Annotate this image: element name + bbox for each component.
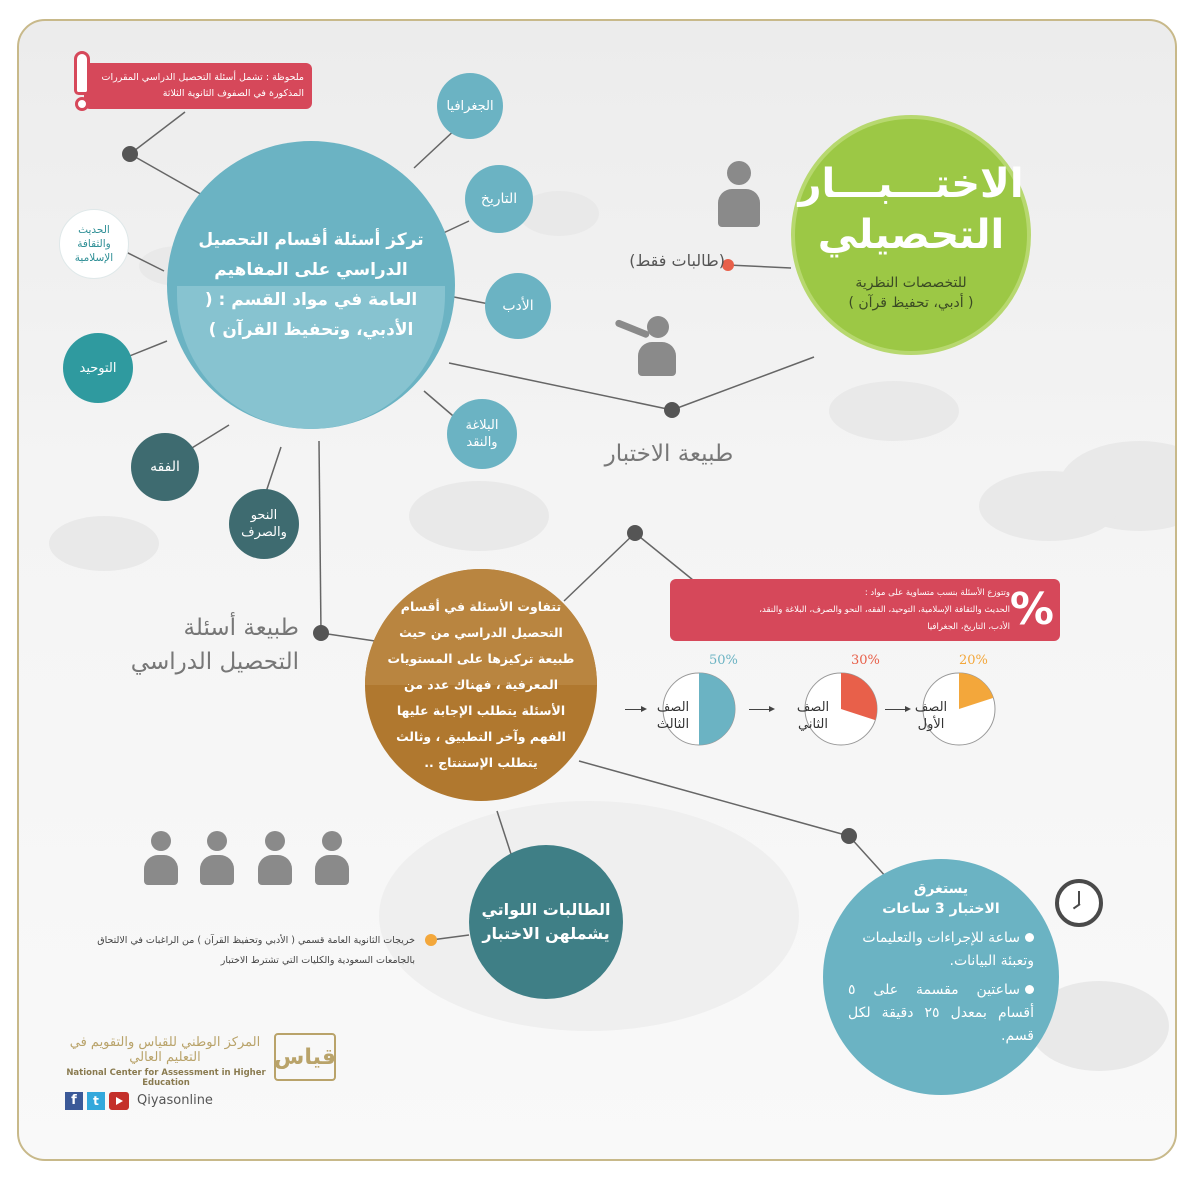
subject-fiqh: الفقه (131, 433, 199, 501)
org-name-en: National Center for Assessment in Higher Education (66, 1068, 266, 1088)
eligible-note (37, 931, 415, 971)
duration-title1: يستغرق (913, 881, 969, 897)
person-icon (199, 831, 235, 887)
pie-label-third: 50% (709, 653, 738, 668)
main-title-line2: التحصيلي (817, 212, 1005, 258)
female-only-label: (طالبات فقط) (629, 251, 725, 270)
youtube-icon[interactable] (109, 1092, 129, 1110)
note-text: ملحوظة : تشمل أسئلة التحصيل الدراسي المقررات المذكورة في الصفوف الثانوية الثلاثة (101, 72, 304, 99)
qiyas-logo[interactable]: قياس (274, 1033, 336, 1081)
levels-circle (365, 569, 597, 801)
person-icon (717, 161, 761, 231)
subject-geography: الجغرافيا (437, 73, 503, 139)
distribution-title: وتتوزع الأسئلة بنسب متساوية على مواد : (864, 588, 1010, 598)
twitter-icon[interactable]: t (87, 1092, 105, 1110)
distribution-banner (670, 579, 1060, 641)
pie-label-first: 20% (959, 653, 988, 668)
grade-first-label: الصف الأول (914, 700, 948, 732)
questions-nature-label (79, 611, 299, 679)
person-pointing-icon (611, 316, 679, 378)
subject-literature: الأدب (485, 273, 551, 339)
clock-icon (1055, 879, 1103, 927)
eligible-line2: يشملهن الاختبار (482, 924, 610, 943)
arrow-right-icon (625, 709, 645, 710)
duration-item1 (848, 927, 1034, 973)
duration-item2-text: ساعتين مقسمة على ٥ أقسام بمعدل ٢٥ دقيقة لكل قسم. (848, 982, 1034, 1044)
grade-second-label: الصف الثاني (796, 700, 830, 732)
pie-label-second: 30% (851, 653, 880, 668)
eligible-circle (469, 845, 623, 999)
levels-circle-text: تتفاوت الأسئلة في أقسام التحصيل الدراسي من حيث طبيعة تركيزها على المستويات المعرفية ، فهناك عدد من الأسئلة يتطلب الإجابة عليها الفهم وآخر التطبيق ، وثالث يتطلب الإستنتاج .. (387, 599, 575, 770)
questions-nature-line1: طبيعة أسئلة (183, 615, 299, 641)
note-banner (84, 63, 312, 109)
eligible-note-line2: بالجامعات السعودية والكليات التي تشترط الاختبار (220, 955, 415, 966)
exclamation-icon (70, 51, 94, 113)
arrow-right-icon (885, 709, 909, 710)
focus-circle (167, 141, 455, 429)
facebook-icon[interactable]: f (65, 1092, 83, 1110)
focus-circle-text: تركز أسئلة أقسام التحصيل الدراسي على المفاهيم العامة في مواد القسم : ( الأدبي، وتحفيظ القرآن ) (198, 230, 424, 340)
bullet-icon (1025, 933, 1034, 942)
main-subtitle-1: للتخصصات النظرية (855, 275, 967, 291)
duration-circle (823, 859, 1059, 1095)
main-title-line1: الاختـــبـــار (798, 161, 1024, 207)
org-name-ar: المركز الوطني للقياس والتقويم في التعليم العالي (69, 1035, 261, 1065)
grade-third-label: الصف الثالث (656, 700, 690, 732)
subject-rhetoric: البلاغة والنقد (447, 399, 517, 469)
percent-icon: % (1009, 584, 1054, 635)
eligible-line1: الطالبات اللواتي (481, 900, 611, 919)
duration-item1-text: ساعة للإجراءات والتعليمات وتعبئة البيانات. (862, 930, 1034, 969)
social-handle[interactable]: Qiyasonline (137, 1093, 213, 1108)
pie-third-grade-slice (699, 673, 735, 745)
eligible-note-line1: خريجات الثانوية العامة قسمي ( الأدبي وتحفيظ القرآن ) من الراغبات في الالتحاق (97, 935, 415, 946)
subject-grammar: النحو والصرف (229, 489, 299, 559)
duration-title2: الاختبار 3 ساعات (882, 901, 1000, 917)
duration-item2 (848, 979, 1034, 1048)
questions-nature-line2: التحصيل الدراسي (130, 649, 299, 675)
person-icon (314, 831, 350, 887)
bullet-icon (1025, 985, 1034, 994)
subject-tawheed: التوحيد (63, 333, 133, 403)
main-title-circle (791, 115, 1031, 355)
distribution-text (670, 585, 1010, 636)
person-icon (257, 831, 293, 887)
subject-history: التاريخ (465, 165, 533, 233)
test-nature-label: طبيعة الاختبار (604, 441, 734, 467)
subject-hadith: الحديث والثقافة الإسلامية (59, 209, 129, 279)
person-icon (143, 831, 179, 887)
infographic-frame (17, 19, 1177, 1161)
main-subtitle-2: ( أدبي، تحفيظ قرآن ) (848, 295, 974, 311)
distribution-line2: الأدب، التاريخ، الجغرافيا (927, 622, 1010, 632)
distribution-line1: الحديث والثقافة الإسلامية، التوحيد، الفقه، النحو والصرف، البلاغة والنقد، (759, 605, 1010, 615)
arrow-right-icon (749, 709, 773, 710)
